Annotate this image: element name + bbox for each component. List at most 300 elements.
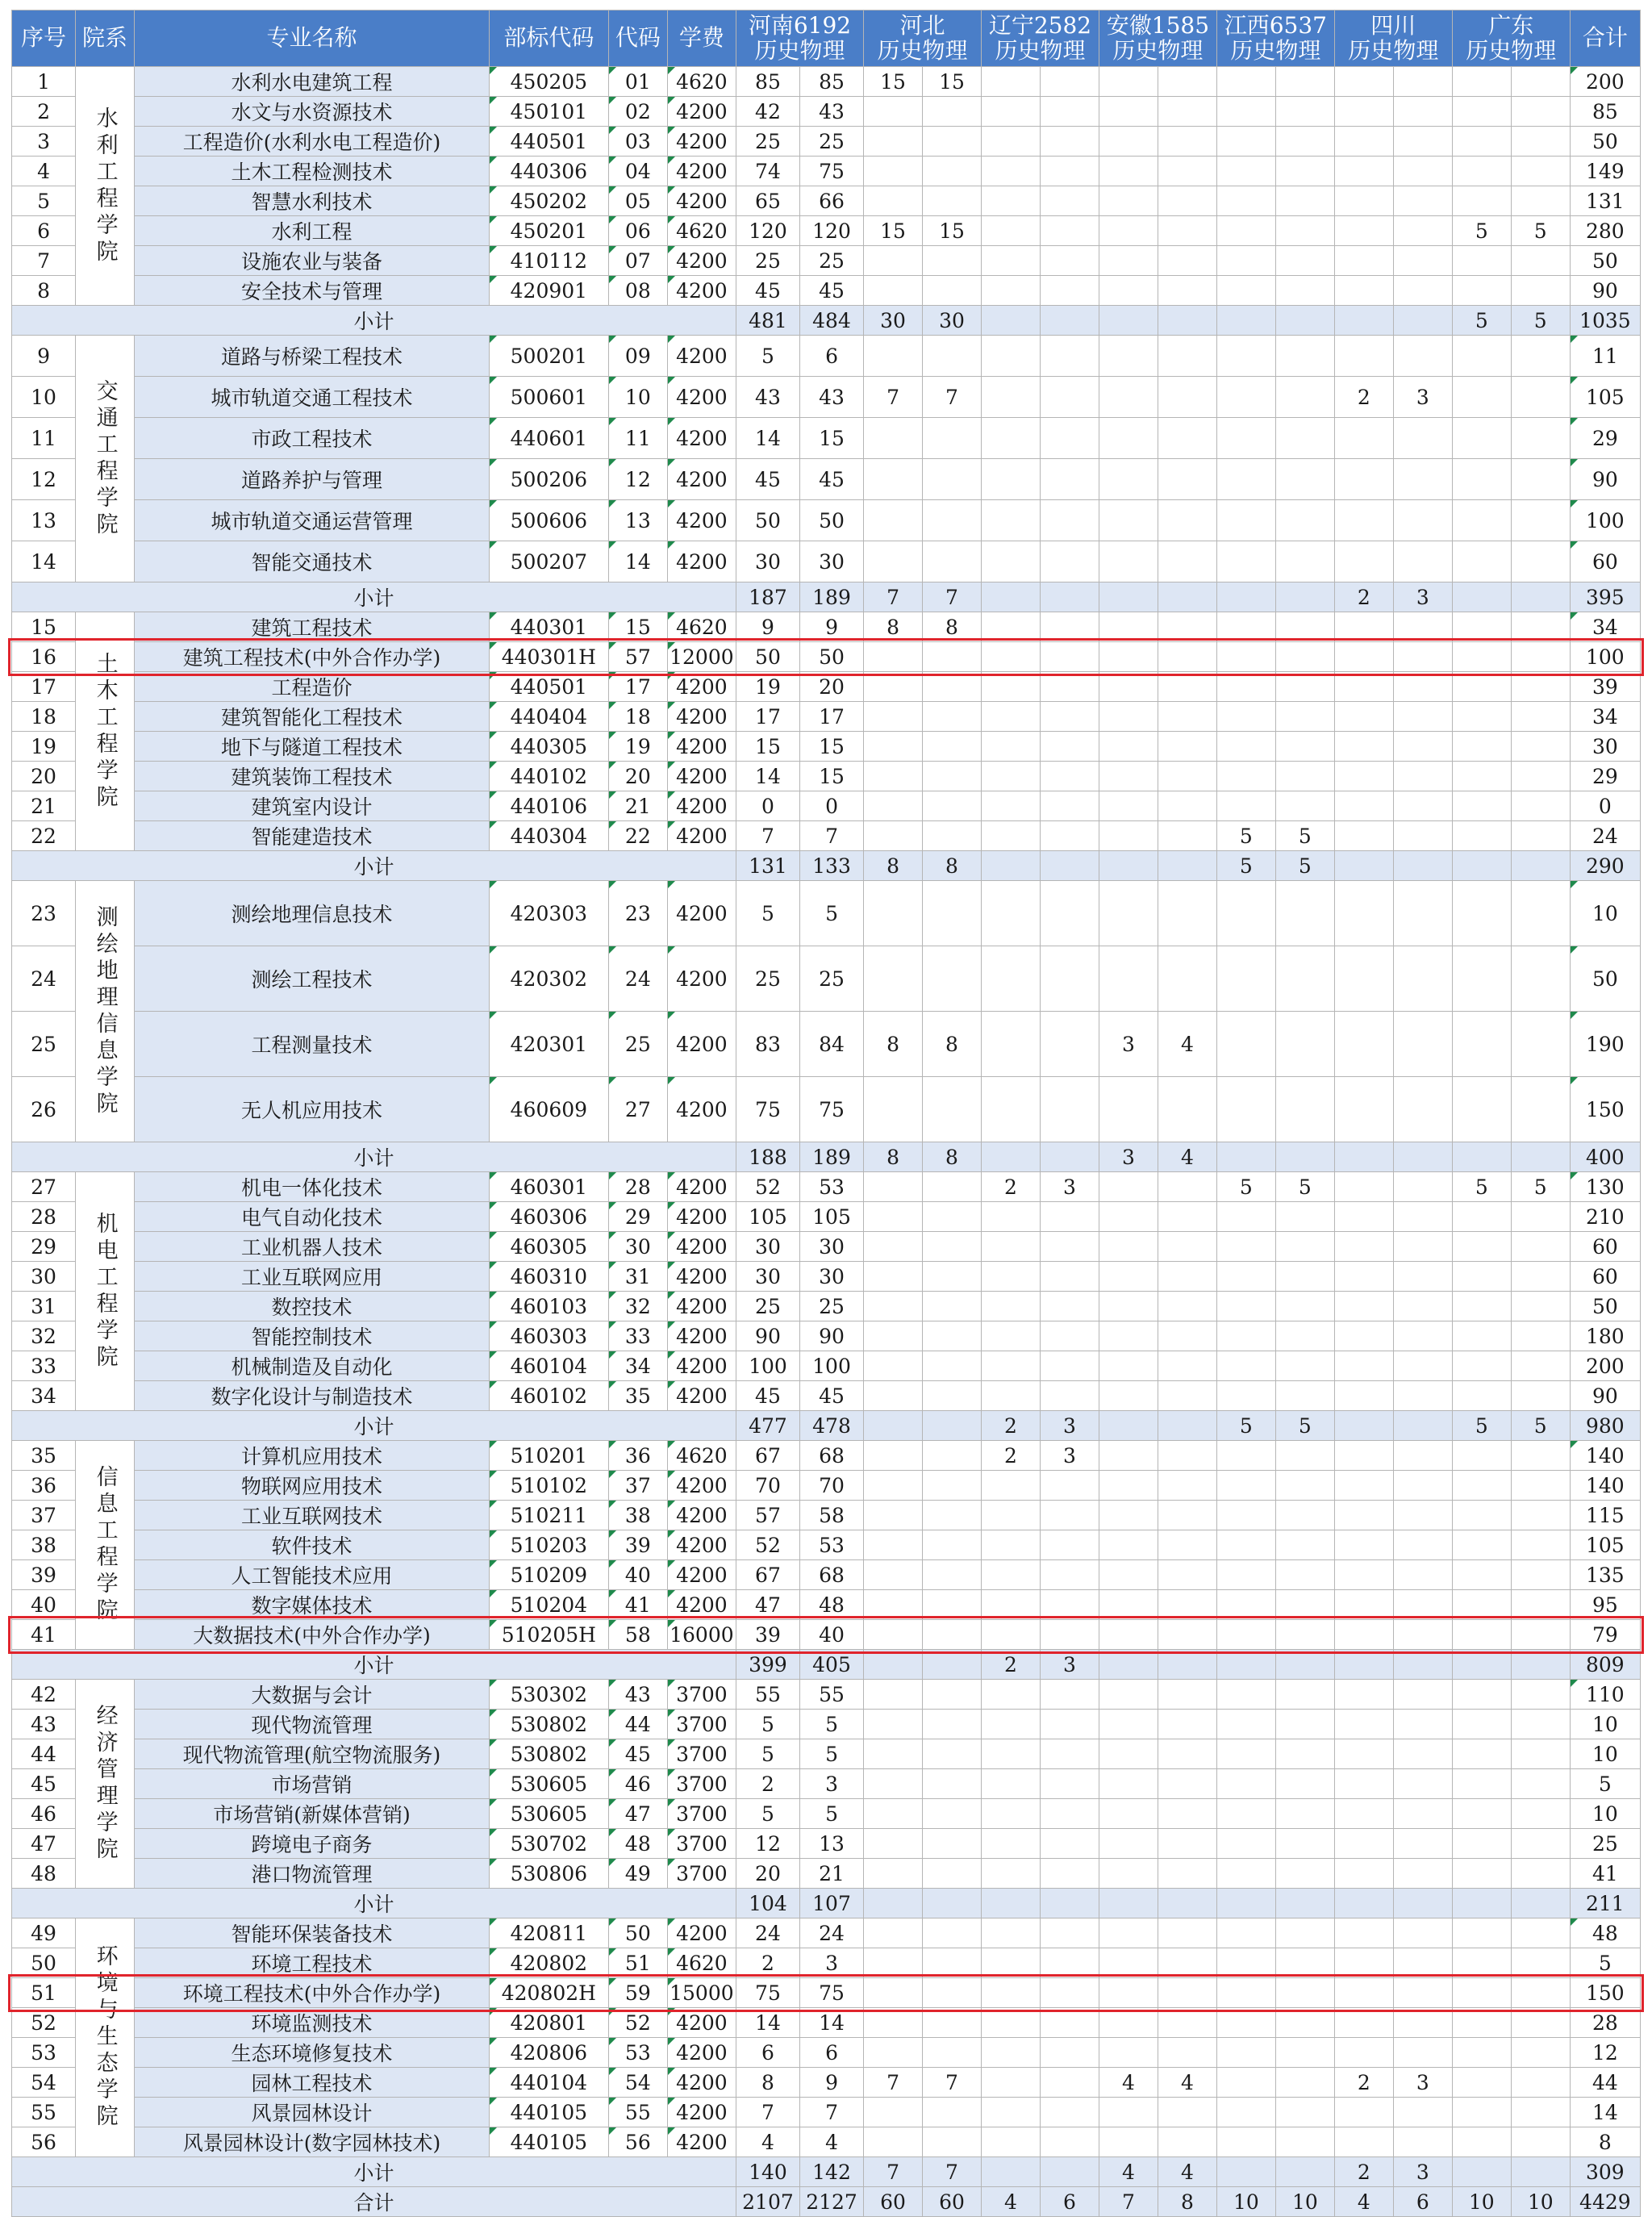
cell-jiangxi-phys (1275, 1710, 1334, 1739)
cell-anhui-hist (1099, 541, 1158, 582)
cell-henan-phys: 9 (799, 2068, 863, 2098)
cell-guangdong-phys (1511, 541, 1570, 582)
cell-sichuan-hist (1334, 1739, 1393, 1769)
cell-sichuan-hist (1334, 459, 1393, 500)
cell-guangdong-phys (1511, 500, 1570, 541)
cell-major: 智能交通技术 (135, 541, 490, 582)
cell-henan-phys: 45 (799, 1381, 863, 1411)
cell-major: 电气自动化技术 (135, 1202, 490, 1232)
cell-seq: 50 (12, 1948, 76, 1978)
cell-sichuan-phys (1393, 246, 1452, 276)
cell-jiangxi-phys (1275, 336, 1334, 377)
cell-henan-hist: 90 (736, 1321, 799, 1351)
cell-liaoning-phys (1040, 881, 1099, 946)
cell-hebei-hist (864, 791, 923, 821)
subtotal-cell (923, 1411, 982, 1441)
cell-liaoning-hist (981, 1620, 1040, 1650)
table-row (12, 1172, 1641, 1202)
cell-dcode: 22 (608, 821, 667, 851)
subtotal-label: 小计 (12, 1411, 736, 1441)
table-row (12, 1202, 1641, 1232)
cell-code: 410112 (489, 246, 608, 276)
cell-jiangxi-phys (1275, 1829, 1334, 1859)
cell-guangdong-phys (1511, 1859, 1570, 1889)
cell-hebei-hist (864, 1739, 923, 1769)
subtotal-cell (1393, 306, 1452, 336)
cell-liaoning-hist (981, 642, 1040, 672)
subtotal-label: 小计 (12, 1889, 736, 1918)
cell-total: 29 (1570, 762, 1640, 791)
cell-anhui-phys (1158, 1769, 1216, 1799)
cell-henan-hist: 25 (736, 1292, 799, 1321)
cell-dcode: 34 (608, 1351, 667, 1381)
cell-liaoning-hist (981, 336, 1040, 377)
table-row (12, 762, 1641, 791)
subtotal-cell (981, 1142, 1040, 1172)
cell-total: 60 (1570, 1262, 1640, 1292)
cell-fee: 4620 (667, 612, 736, 642)
cell-anhui-phys (1158, 946, 1216, 1012)
cell-henan-hist: 6 (736, 2038, 799, 2068)
dept-cell: 经济管理学院 (76, 1680, 135, 1889)
cell-major: 工业互联网技术 (135, 1501, 490, 1530)
subtotal-cell: 1035 (1570, 306, 1640, 336)
cell-jiangxi-phys (1275, 1292, 1334, 1321)
cell-jiangxi-hist (1216, 216, 1275, 246)
subtotal-cell (981, 582, 1040, 612)
cell-total: 60 (1570, 541, 1640, 582)
cell-anhui-phys (1158, 1381, 1216, 1411)
subtotal-cell (864, 1650, 923, 1680)
cell-liaoning-hist (981, 67, 1040, 97)
cell-anhui-hist (1099, 1680, 1158, 1710)
cell-total: 25 (1570, 1829, 1640, 1859)
cell-code: 510205H (489, 1620, 608, 1650)
cell-major: 大数据与会计 (135, 1680, 490, 1710)
cell-total: 34 (1570, 612, 1640, 642)
cell-henan-phys: 0 (799, 791, 863, 821)
subtotal-cell: 809 (1570, 1650, 1640, 1680)
cell-code: 440304 (489, 821, 608, 851)
cell-dcode: 01 (608, 67, 667, 97)
cell-fee: 4200 (667, 1560, 736, 1590)
cell-anhui-phys (1158, 1918, 1216, 1948)
cell-fee: 4200 (667, 459, 736, 500)
cell-jiangxi-hist (1216, 1077, 1275, 1142)
cell-seq: 42 (12, 1680, 76, 1710)
cell-code: 500206 (489, 459, 608, 500)
cell-anhui-phys (1158, 642, 1216, 672)
cell-hebei-phys (923, 791, 982, 821)
cell-jiangxi-phys (1275, 1859, 1334, 1889)
cell-sichuan-phys (1393, 459, 1452, 500)
cell-henan-hist: 65 (736, 186, 799, 216)
cell-hebei-phys (923, 1978, 982, 2008)
cell-sichuan-hist (1334, 1859, 1393, 1889)
cell-code: 420901 (489, 276, 608, 306)
cell-liaoning-hist (981, 127, 1040, 157)
cell-major: 机电一体化技术 (135, 1172, 490, 1202)
cell-sichuan-phys (1393, 1381, 1452, 1411)
subtotal-cell (1275, 306, 1334, 336)
cell-hebei-phys: 7 (923, 377, 982, 418)
table-row (12, 1560, 1641, 1590)
cell-sichuan-phys (1393, 1620, 1452, 1650)
table-row (12, 1680, 1641, 1710)
cell-hebei-hist (864, 1262, 923, 1292)
cell-liaoning-hist (981, 1739, 1040, 1769)
cell-henan-hist: 5 (736, 881, 799, 946)
cell-sichuan-phys (1393, 157, 1452, 186)
subtotal-cell: 7 (923, 582, 982, 612)
cell-liaoning-phys (1040, 1012, 1099, 1077)
cell-henan-hist: 30 (736, 1232, 799, 1262)
cell-liaoning-phys (1040, 1202, 1099, 1232)
cell-guangdong-phys (1511, 762, 1570, 791)
subtotal-cell (1099, 1889, 1158, 1918)
cell-hebei-hist (864, 1530, 923, 1560)
cell-hebei-hist (864, 541, 923, 582)
cell-liaoning-hist (981, 1560, 1040, 1590)
cell-liaoning-hist (981, 791, 1040, 821)
subtotal-cell: 5 (1216, 851, 1275, 881)
cell-jiangxi-phys (1275, 702, 1334, 732)
cell-major: 地下与隧道工程技术 (135, 732, 490, 762)
cell-anhui-hist (1099, 1590, 1158, 1620)
cell-hebei-phys (923, 459, 982, 500)
cell-fee: 4200 (667, 2127, 736, 2157)
cell-code: 440105 (489, 2098, 608, 2127)
cell-dcode: 20 (608, 762, 667, 791)
cell-liaoning-hist (981, 1202, 1040, 1232)
cell-henan-hist: 8 (736, 2068, 799, 2098)
subtotal-cell: 5 (1452, 1411, 1511, 1441)
cell-sichuan-hist (1334, 762, 1393, 791)
cell-fee: 4200 (667, 1077, 736, 1142)
cell-dcode: 09 (608, 336, 667, 377)
cell-henan-phys: 85 (799, 67, 863, 97)
cell-seq: 28 (12, 1202, 76, 1232)
cell-anhui-hist (1099, 1620, 1158, 1650)
cell-dcode: 06 (608, 216, 667, 246)
subtotal-cell: 189 (799, 1142, 863, 1172)
cell-liaoning-hist (981, 762, 1040, 791)
subtotal-cell: 104 (736, 1889, 799, 1918)
cell-code: 460103 (489, 1292, 608, 1321)
cell-code: 510201 (489, 1441, 608, 1471)
cell-major: 建筑工程技术 (135, 612, 490, 642)
table-row (12, 1012, 1641, 1077)
cell-guangdong-phys (1511, 157, 1570, 186)
cell-total: 105 (1570, 377, 1640, 418)
cell-guangdong-phys (1511, 2008, 1570, 2038)
cell-henan-phys: 55 (799, 1680, 863, 1710)
cell-guangdong-phys (1511, 1381, 1570, 1411)
subtotal-cell: 3 (1040, 1411, 1099, 1441)
cell-sichuan-hist (1334, 246, 1393, 276)
cell-anhui-hist (1099, 1560, 1158, 1590)
subtotal-cell: 2 (981, 1650, 1040, 1680)
cell-sichuan-hist (1334, 1799, 1393, 1829)
cell-henan-phys: 5 (799, 1739, 863, 1769)
cell-henan-hist: 100 (736, 1351, 799, 1381)
grand-total-cell: 10 (1452, 2187, 1511, 2217)
cell-fee: 4200 (667, 791, 736, 821)
cell-henan-phys: 40 (799, 1620, 863, 1650)
cell-fee: 4200 (667, 186, 736, 216)
cell-liaoning-hist (981, 1077, 1040, 1142)
cell-code: 440306 (489, 157, 608, 186)
cell-jiangxi-phys (1275, 2098, 1334, 2127)
cell-sichuan-phys (1393, 2127, 1452, 2157)
cell-liaoning-hist (981, 97, 1040, 127)
cell-liaoning-hist (981, 2038, 1040, 2068)
cell-hebei-phys (923, 1077, 982, 1142)
cell-hebei-hist (864, 2038, 923, 2068)
cell-major: 生态环境修复技术 (135, 2038, 490, 2068)
cell-sichuan-hist (1334, 336, 1393, 377)
cell-sichuan-phys (1393, 642, 1452, 672)
cell-hebei-phys (923, 946, 982, 1012)
cell-henan-phys: 84 (799, 1012, 863, 1077)
cell-hebei-hist (864, 2127, 923, 2157)
cell-jiangxi-hist (1216, 127, 1275, 157)
table-row (12, 1441, 1641, 1471)
cell-hebei-phys (923, 702, 982, 732)
cell-sichuan-hist (1334, 2038, 1393, 2068)
cell-guangdong-hist (1452, 2068, 1511, 2098)
cell-jiangxi-hist (1216, 1292, 1275, 1321)
cell-hebei-phys (923, 97, 982, 127)
cell-sichuan-hist: 2 (1334, 2068, 1393, 2098)
cell-liaoning-phys (1040, 1530, 1099, 1560)
cell-jiangxi-phys: 5 (1275, 1172, 1334, 1202)
cell-hebei-phys (923, 1620, 982, 1650)
cell-fee: 4200 (667, 377, 736, 418)
table-row (12, 1918, 1641, 1948)
cell-guangdong-hist (1452, 1202, 1511, 1232)
cell-dcode: 48 (608, 1829, 667, 1859)
cell-anhui-phys (1158, 1710, 1216, 1739)
cell-liaoning-phys (1040, 216, 1099, 246)
cell-guangdong-phys (1511, 732, 1570, 762)
cell-total: 110 (1570, 1680, 1640, 1710)
cell-total: 8 (1570, 2127, 1640, 2157)
subtotal-cell (1334, 1142, 1393, 1172)
cell-fee: 4620 (667, 1441, 736, 1471)
cell-guangdong-phys (1511, 1321, 1570, 1351)
cell-liaoning-phys (1040, 1292, 1099, 1321)
cell-henan-hist: 7 (736, 821, 799, 851)
cell-sichuan-phys (1393, 336, 1452, 377)
cell-hebei-hist (864, 762, 923, 791)
cell-liaoning-hist (981, 881, 1040, 946)
cell-fee: 4200 (667, 1590, 736, 1620)
cell-seq: 48 (12, 1859, 76, 1889)
table-row (12, 821, 1641, 851)
cell-henan-hist: 75 (736, 1978, 799, 2008)
cell-seq: 35 (12, 1441, 76, 1471)
cell-guangdong-hist (1452, 1441, 1511, 1471)
table-body (12, 67, 1641, 2217)
cell-liaoning-hist (981, 1769, 1040, 1799)
cell-sichuan-phys (1393, 1441, 1452, 1471)
cell-dcode: 43 (608, 1680, 667, 1710)
cell-seq: 33 (12, 1351, 76, 1381)
cell-hebei-hist (864, 881, 923, 946)
cell-liaoning-hist: 2 (981, 1441, 1040, 1471)
cell-major: 土木工程检测技术 (135, 157, 490, 186)
cell-jiangxi-hist (1216, 1321, 1275, 1351)
subtotal-cell (1511, 1889, 1570, 1918)
cell-sichuan-hist (1334, 1012, 1393, 1077)
cell-henan-phys: 15 (799, 732, 863, 762)
cell-liaoning-hist (981, 276, 1040, 306)
subtotal-cell (1216, 582, 1275, 612)
subtotal-label: 小计 (12, 1650, 736, 1680)
cell-anhui-phys (1158, 821, 1216, 851)
subtotal-cell (981, 1889, 1040, 1918)
cell-seq: 44 (12, 1739, 76, 1769)
cell-dcode: 55 (608, 2098, 667, 2127)
cell-sichuan-hist (1334, 2098, 1393, 2127)
cell-jiangxi-hist (1216, 1202, 1275, 1232)
cell-guangdong-hist (1452, 946, 1511, 1012)
cell-jiangxi-hist (1216, 186, 1275, 216)
cell-total: 41 (1570, 1859, 1640, 1889)
table-row (12, 1710, 1641, 1739)
cell-major: 工程测量技术 (135, 1012, 490, 1077)
cell-henan-hist: 2 (736, 1948, 799, 1978)
subtotal-cell (1158, 1411, 1216, 1441)
subtotal-cell (923, 1650, 982, 1680)
cell-sichuan-phys (1393, 1202, 1452, 1232)
cell-seq: 11 (12, 418, 76, 459)
cell-code: 530802 (489, 1710, 608, 1739)
cell-guangdong-phys (1511, 2098, 1570, 2127)
cell-guangdong-hist (1452, 791, 1511, 821)
cell-jiangxi-phys (1275, 1012, 1334, 1077)
cell-hebei-hist (864, 821, 923, 851)
cell-sichuan-phys (1393, 1978, 1452, 2008)
cell-guangdong-phys (1511, 612, 1570, 642)
cell-total: 0 (1570, 791, 1640, 821)
cell-anhui-hist (1099, 216, 1158, 246)
cell-guangdong-phys (1511, 67, 1570, 97)
cell-jiangxi-hist (1216, 1739, 1275, 1769)
cell-jiangxi-hist (1216, 791, 1275, 821)
cell-sichuan-hist (1334, 1829, 1393, 1859)
cell-code: 500207 (489, 541, 608, 582)
cell-seq: 37 (12, 1501, 76, 1530)
cell-jiangxi-phys (1275, 418, 1334, 459)
cell-hebei-hist (864, 1321, 923, 1351)
cell-henan-hist: 5 (736, 1710, 799, 1739)
cell-major: 风景园林设计 (135, 2098, 490, 2127)
cell-sichuan-phys (1393, 881, 1452, 946)
cell-henan-hist: 45 (736, 459, 799, 500)
cell-dcode: 28 (608, 1172, 667, 1202)
cell-major: 智能建造技术 (135, 821, 490, 851)
cell-jiangxi-hist (1216, 732, 1275, 762)
subtotal-cell: 8 (923, 1142, 982, 1172)
cell-hebei-phys (923, 336, 982, 377)
cell-total: 60 (1570, 1232, 1640, 1262)
cell-guangdong-phys: 5 (1511, 1172, 1570, 1202)
cell-seq: 25 (12, 1012, 76, 1077)
cell-total: 210 (1570, 1202, 1640, 1232)
cell-guangdong-phys (1511, 246, 1570, 276)
cell-henan-hist: 42 (736, 97, 799, 127)
cell-anhui-hist (1099, 732, 1158, 762)
cell-major: 风景园林设计(数字园林技术) (135, 2127, 490, 2157)
cell-hebei-phys (923, 418, 982, 459)
cell-guangdong-phys (1511, 336, 1570, 377)
cell-liaoning-phys (1040, 97, 1099, 127)
cell-total: 44 (1570, 2068, 1640, 2098)
cell-sichuan-hist (1334, 1590, 1393, 1620)
cell-henan-phys: 30 (799, 1232, 863, 1262)
grand-total-cell: 7 (1099, 2187, 1158, 2217)
cell-total: 30 (1570, 732, 1640, 762)
cell-seq: 38 (12, 1530, 76, 1560)
cell-dcode: 19 (608, 732, 667, 762)
cell-henan-phys: 20 (799, 672, 863, 702)
cell-seq: 56 (12, 2127, 76, 2157)
cell-henan-phys: 25 (799, 246, 863, 276)
cell-liaoning-phys (1040, 672, 1099, 702)
cell-liaoning-hist (981, 2098, 1040, 2127)
subtotal-cell: 395 (1570, 582, 1640, 612)
cell-liaoning-phys (1040, 821, 1099, 851)
cell-anhui-hist (1099, 1978, 1158, 2008)
cell-guangdong-phys (1511, 1829, 1570, 1859)
admission-plan-sheet (11, 10, 1641, 2217)
cell-hebei-phys (923, 821, 982, 851)
cell-total: 12 (1570, 2038, 1640, 2068)
header-anhui: 安徽1585 历史物理 (1099, 10, 1216, 67)
cell-dcode: 35 (608, 1381, 667, 1411)
cell-anhui-phys (1158, 1799, 1216, 1829)
cell-jiangxi-phys (1275, 791, 1334, 821)
cell-jiangxi-hist (1216, 642, 1275, 672)
subtotal-cell (1040, 1889, 1099, 1918)
subtotal-cell (1099, 306, 1158, 336)
subtotal-cell: 188 (736, 1142, 799, 1172)
subtotal-cell: 484 (799, 306, 863, 336)
subtotal-cell (1099, 582, 1158, 612)
cell-hebei-phys (923, 186, 982, 216)
cell-liaoning-phys: 3 (1040, 1441, 1099, 1471)
cell-hebei-phys (923, 1590, 982, 1620)
header-liaoning: 辽宁2582 历史物理 (981, 10, 1099, 67)
cell-hebei-phys (923, 127, 982, 157)
cell-liaoning-phys (1040, 127, 1099, 157)
cell-seq: 51 (12, 1978, 76, 2008)
cell-code: 420802 (489, 1948, 608, 1978)
cell-guangdong-hist (1452, 1292, 1511, 1321)
cell-anhui-phys: 4 (1158, 1012, 1216, 1077)
cell-guangdong-phys (1511, 791, 1570, 821)
cell-henan-hist: 83 (736, 1012, 799, 1077)
subtotal-cell: 4 (1099, 2157, 1158, 2187)
cell-major: 市场营销 (135, 1769, 490, 1799)
cell-liaoning-hist (981, 1918, 1040, 1948)
cell-major: 设施农业与装备 (135, 246, 490, 276)
subtotal-cell: 400 (1570, 1142, 1640, 1172)
cell-guangdong-hist (1452, 1948, 1511, 1978)
cell-seq: 45 (12, 1769, 76, 1799)
